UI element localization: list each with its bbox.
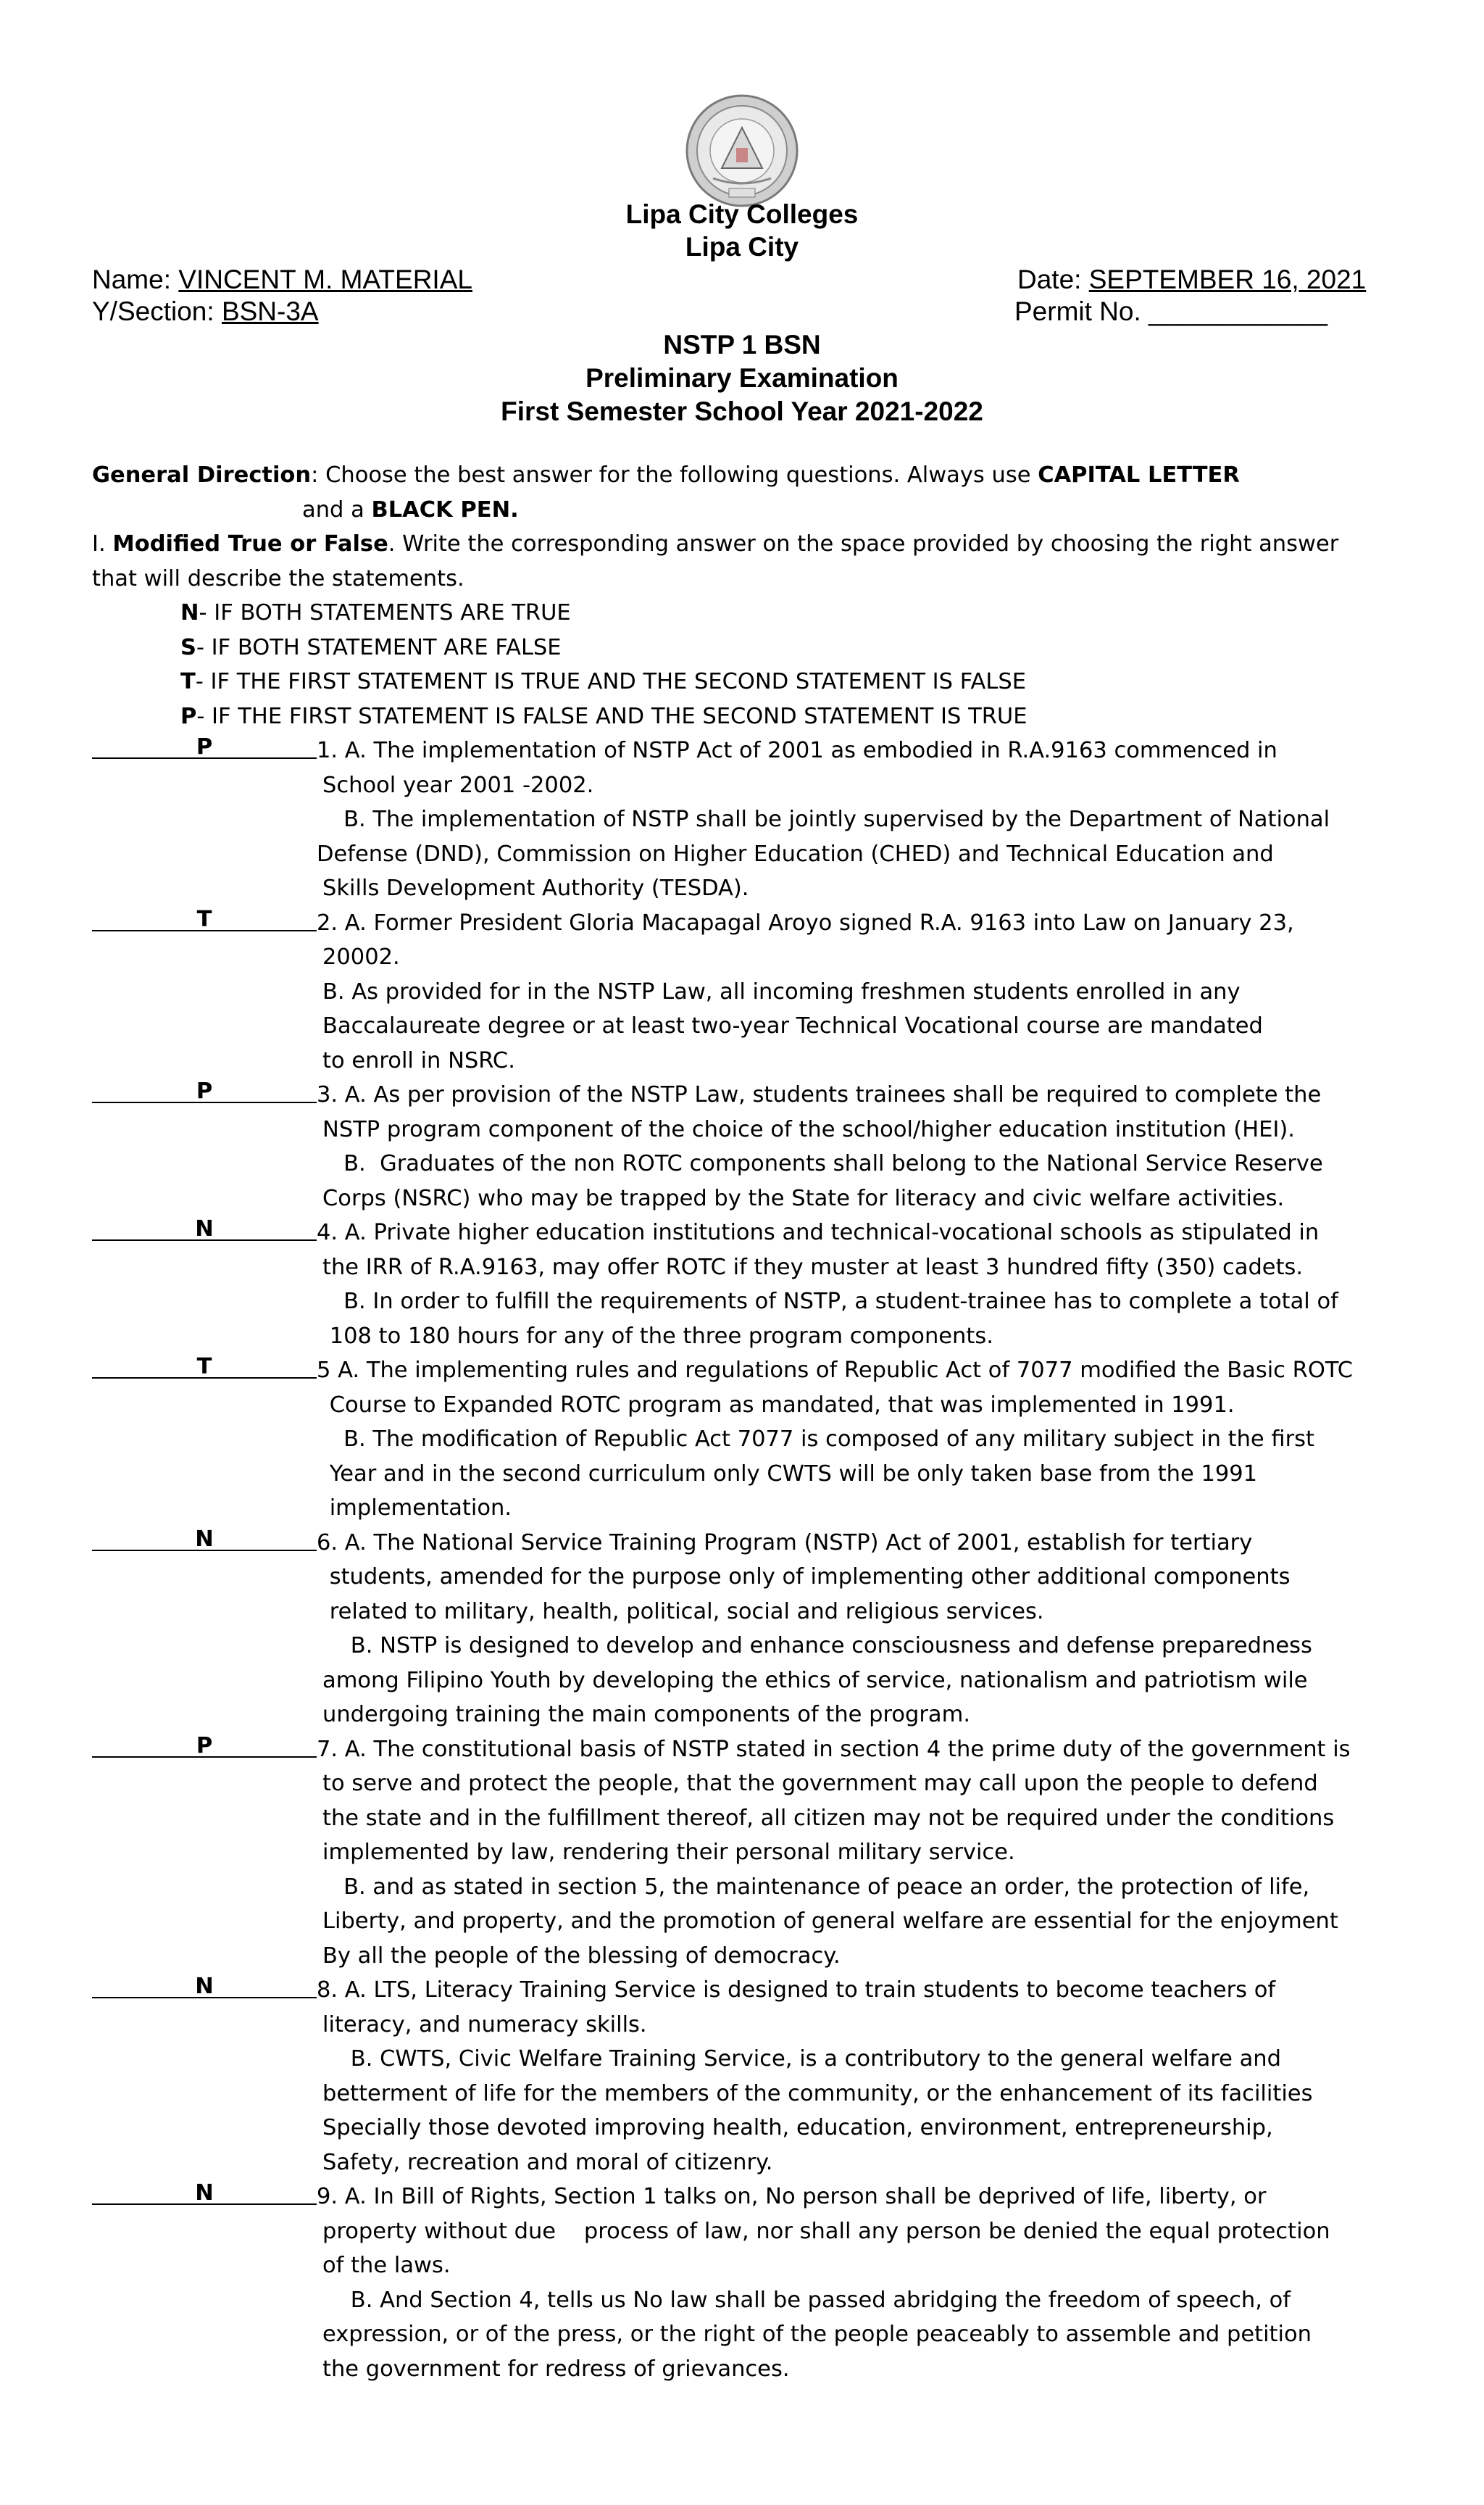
legend-item: P- IF THE FIRST STATEMENT IS FALSE AND THE SECOND STATEMENT IS TRUE (180, 703, 1027, 729)
question-9 (92, 2180, 1404, 2214)
question-line: By all the people of the blessing of democracy. (322, 1943, 841, 1969)
answer-blank[interactable]: P (92, 1078, 317, 1103)
question-6 (92, 1526, 1404, 1561)
answer-blank[interactable]: N (92, 1216, 317, 1241)
general-direction: General Direction: Choose the best answer for the following questions. Always use CAPITAL LETTER (92, 462, 1240, 488)
answer-blank[interactable]: T (92, 906, 317, 931)
date-value: SEPTEMBER 16, 2021 (1088, 265, 1367, 294)
question-text: 7. A. The constitutional basis of NSTP stated in section 4 the prime duty of the government is (317, 1736, 1351, 1762)
question-text: 5 A. The implementing rules and regulations of Republic Act of 7077 modified the Basic ROTC (317, 1358, 1353, 1383)
question-line: 108 to 180 hours for any of the three program components. (322, 1323, 993, 1349)
part-instructions-cont: that will describe the statements. (92, 565, 464, 591)
question-line: Corps (NSRC) who may be trapped by the State for literacy and civic welfare activities. (322, 1185, 1285, 1211)
question-line: the state and in the fulfillment thereof, all citizen may not be required under the conditions (322, 1805, 1335, 1831)
question-line: NSTP program component of the choice of the school/higher education institution (HEI). (322, 1116, 1295, 1142)
school-seal-logo (684, 93, 800, 209)
question-line: betterment of life for the members of the community, or the enhancement of its facilities (322, 2080, 1313, 2106)
section-field (92, 296, 319, 328)
question-line: to serve and protect the people, that the government may call upon the people to defend (322, 1771, 1318, 1796)
question-text: 6. A. The National Service Training Program (NSTP) Act of 2001, establish for tertiary (317, 1529, 1253, 1555)
section-value: BSN-3A (221, 296, 319, 326)
exam-body (92, 458, 1404, 2386)
question-2 (92, 906, 1404, 941)
question-text: 4. A. Private higher education institutions and technical-vocational schools as stipulated in (317, 1220, 1320, 1245)
answer-blank[interactable]: P (92, 1732, 317, 1758)
answer-blank[interactable]: N (92, 2180, 317, 2205)
name-value: VINCENT M. MATERIAL (178, 265, 472, 294)
school-city: Lipa City (685, 232, 799, 262)
question-line: B. CWTS, Civic Welfare Training Service, is a contributory to the general welfare and (322, 2046, 1281, 2072)
question-line: Year and in the second curriculum only CWTS will be only taken base from the 1991 (322, 1461, 1258, 1487)
question-line: B. and as stated in section 5, the maintenance of peace an order, the protection of life, (322, 1874, 1310, 1900)
answer-blank[interactable]: T (92, 1353, 317, 1379)
question-line: School year 2001 -2002. (322, 772, 594, 798)
question-line: 20002. (322, 944, 400, 970)
question-text: 1. A. The implementation of NSTP Act of 2001 as embodied in R.A.9163 commenced in (317, 738, 1277, 763)
question-text: 8. A. LTS, Literacy Training Service is designed to train students to become teachers of (317, 1977, 1276, 2003)
section-label: Y/Section: (92, 296, 222, 326)
date-label: Date: (1017, 265, 1089, 294)
legend-item: S- IF BOTH STATEMENT ARE FALSE (180, 634, 562, 660)
question-line: B. NSTP is designed to develop and enhance consciousness and defense preparedness (322, 1633, 1312, 1658)
question-line: implemented by law, rendering their personal military service. (322, 1840, 1015, 1865)
question-3 (92, 1078, 1404, 1113)
question-line: Liberty, and property, and the promotion of general welfare are essential for the enjoyment (322, 1908, 1338, 1934)
part-instructions: I. Modified True or False. Write the corresponding answer on the space provided by choosing the right answer (92, 531, 1339, 557)
question-line: literacy, and numeracy skills. (322, 2011, 647, 2037)
question-1 (92, 734, 1404, 768)
question-line: implementation. (322, 1495, 512, 1521)
question-line: Course to Expanded ROTC program as mandated, that was implemented in 1991. (322, 1392, 1235, 1418)
question-line: among Filipino Youth by developing the ethics of service, nationalism and patriotism wile (322, 1667, 1308, 1693)
question-line: B. And Section 4, tells us No law shall be passed abridging the freedom of speech, of (322, 2287, 1291, 2313)
answer-blank[interactable]: P (92, 734, 317, 759)
question-line: of the laws. (322, 2253, 451, 2278)
question-line: B. The modification of Republic Act 7077 is composed of any military subject in the first (322, 1426, 1314, 1452)
question-line: the government for redress of grievances. (322, 2356, 790, 2382)
course-title: NSTP 1 BSN (663, 330, 821, 360)
question-line: Skills Development Authority (TESDA). (322, 876, 749, 901)
question-line: property without due process of law, nor shall any person be denied the equal protection (322, 2218, 1330, 2244)
question-line: Specially those devoted improving health, education, environment, entrepreneurship, (322, 2115, 1273, 2140)
question-line: B. Graduates of the non ROTC components shall belong to the National Service Reserve (322, 1151, 1323, 1176)
question-5 (92, 1353, 1404, 1388)
permit-field: Permit No. ____________ (1014, 296, 1327, 326)
question-line: Safety, recreation and moral of citizenry. (322, 2149, 773, 2175)
question-line: Defense (DND), Commission on Higher Education (CHED) and Technical Education and (317, 841, 1274, 867)
question-text: 3. A. As per provision of the NSTP Law, students trainees shall be required to complete the (317, 1082, 1322, 1108)
legend-item: T- IF THE FIRST STATEMENT IS TRUE AND THE SECOND STATEMENT IS FALSE (180, 669, 1026, 694)
question-line: undergoing training the main components of the program. (322, 1702, 971, 1727)
name-label: Name: (92, 265, 179, 294)
general-direction-cont: and a BLACK PEN. (302, 497, 519, 523)
question-line: Baccalaureate degree or at least two-year Technical Vocational course are mandated (322, 1013, 1263, 1039)
question-text: 9. A. In Bill of Rights, Section 1 talks on, No person shall be deprived of life, liberty, or (317, 2184, 1267, 2209)
question-line: B. The implementation of NSTP shall be jointly supervised by the Department of National (322, 807, 1330, 832)
question-line: expression, or of the press, or the right of the people peaceably to assemble and petition (322, 2322, 1312, 2347)
legend-item: N- IF BOTH STATEMENTS ARE TRUE (180, 600, 571, 626)
question-line: the IRR of R.A.9163, may offer ROTC if they muster at least 3 hundred fifty (350) cadets. (322, 1254, 1304, 1280)
date-field (1017, 264, 1366, 296)
name-field (92, 264, 472, 296)
question-line: B. As provided for in the NSTP Law, all incoming freshmen students enrolled in any (322, 979, 1241, 1005)
question-8 (92, 1973, 1404, 2008)
question-4 (92, 1216, 1404, 1250)
exam-term: First Semester School Year 2021-2022 (501, 396, 983, 426)
question-7 (92, 1732, 1404, 1767)
exam-title: Preliminary Examination (585, 363, 899, 393)
question-line: students, amended for the purpose only of implementing other additional components (322, 1564, 1291, 1590)
answer-blank[interactable]: N (92, 1526, 317, 1551)
question-text: 2. A. Former President Gloria Macapagal Aroyo signed R.A. 9163 into Law on January 23, (317, 910, 1294, 936)
school-name: Lipa City Colleges (625, 199, 859, 229)
question-line: related to military, health, political, social and religious services. (322, 1598, 1044, 1624)
question-line: B. In order to fulfill the requirements of NSTP, a student-trainee has to complete a total of (322, 1289, 1338, 1314)
answer-blank[interactable]: N (92, 1973, 317, 1998)
question-line: to enroll in NSRC. (322, 1047, 515, 1073)
